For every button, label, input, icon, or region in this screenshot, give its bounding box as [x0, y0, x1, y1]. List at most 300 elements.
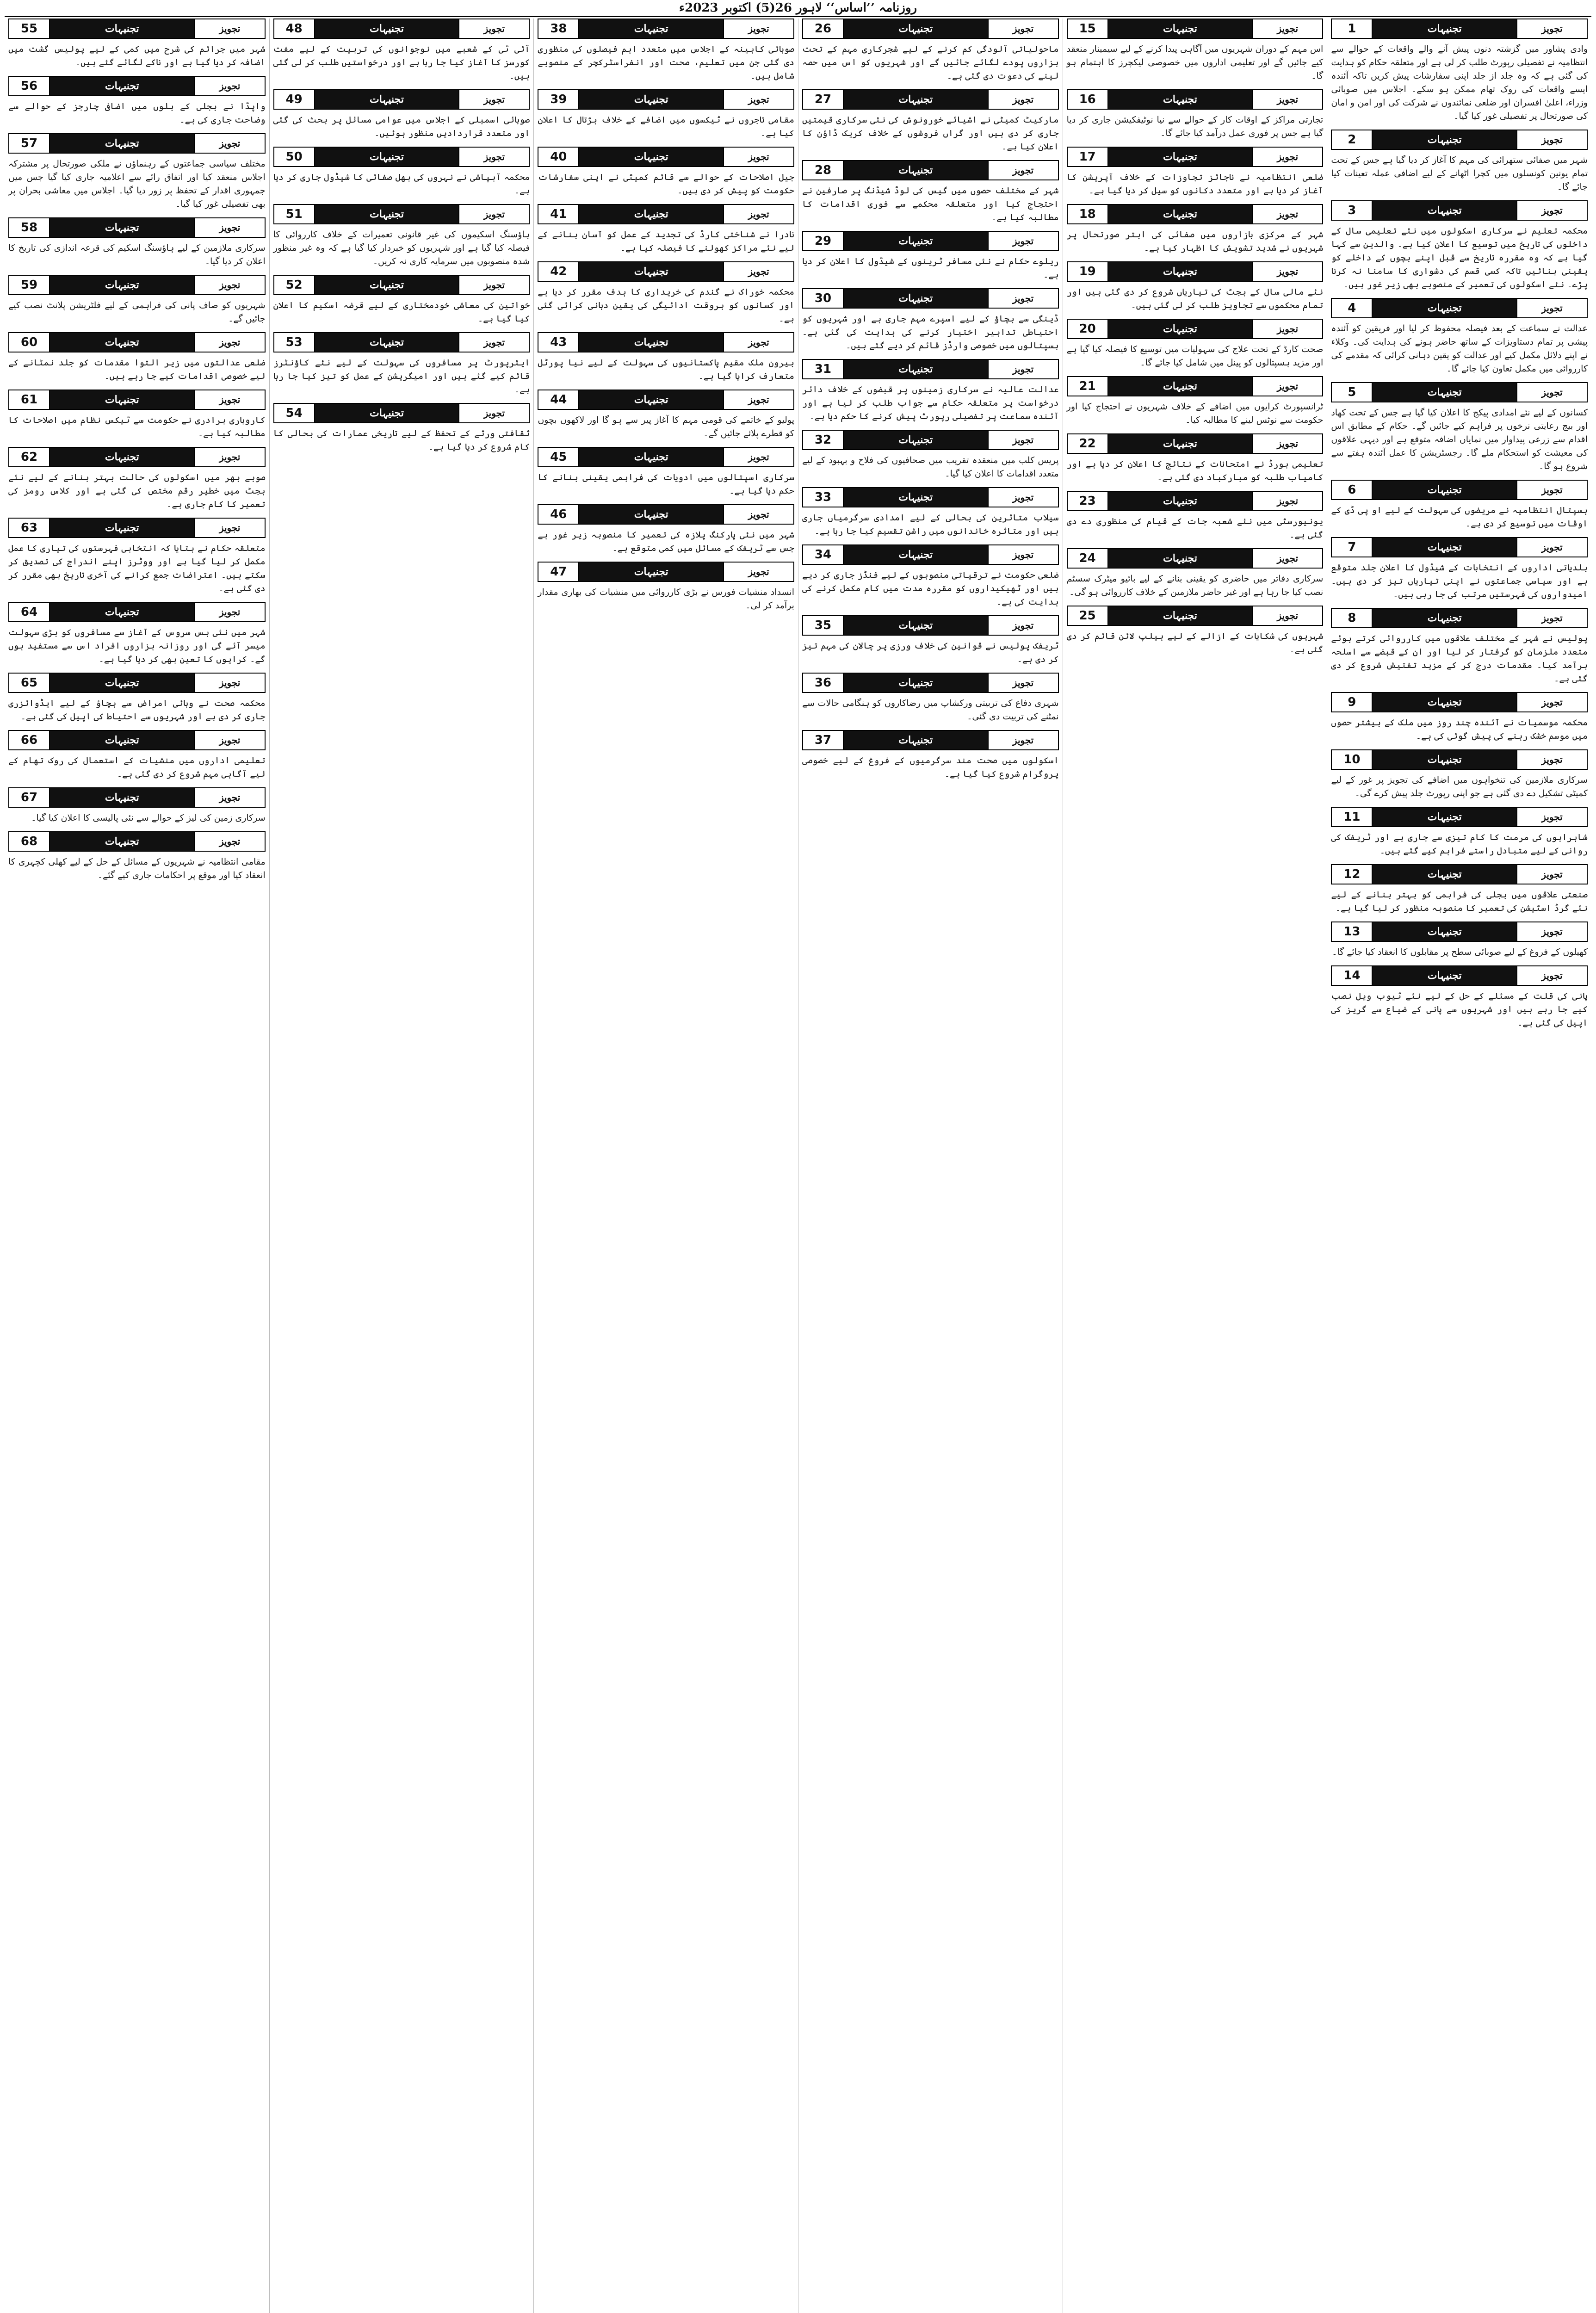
- notice-body: عدالت نے سماعت کے بعد فیصلہ محفوظ کر لیا اور فریقین کو آئندہ پیشی پر تمام دستاویزات کے ساتھ حاضر ہونے کی ہدایت کی۔ وکلاء نے اپنے دلائل مکمل کیے اور عدالت کو یقین دہانی کرائی کہ مقدمے کی کارروائی میں مکمل تعاون کیا جائے گا۔: [1331, 323, 1588, 374]
- notice-label: تجنیہات: [844, 19, 988, 38]
- notice-body: تجارتی مراکز کے اوقات کار کے حوالے سے نیا نوٹیفکیشن جاری کر دیا گیا ہے جس پر فوری عمل درآمد کیا جائے گا۔: [1066, 115, 1324, 138]
- notice-body: کاروباری برادری نے حکومت سے ٹیکس نظام میں اصلاحات کا مطالبہ کیا ہے۔: [8, 415, 266, 439]
- notice-tag: تجویز: [458, 205, 529, 223]
- notice-number: 47: [538, 563, 579, 581]
- notice-label: تجنیہات: [1108, 320, 1252, 338]
- notice-label: تجنیہات: [50, 333, 194, 352]
- notice-tag: تجویز: [988, 232, 1058, 250]
- notice-tag: تجویز: [723, 90, 793, 109]
- notice-body: شہریوں کی شکایات کے ازالے کے لیے ہیلپ لائن قائم کر دی گئی ہے۔: [1066, 631, 1324, 655]
- notice-body: شہری دفاع کی تربیتی ورکشاپ میں رضاکاروں کو ہنگامی حالات سے نمٹنے کی تربیت دی گئی۔: [802, 698, 1059, 722]
- notice-body: شہر میں صفائی ستھرائی کی مہم کا آغاز کر دیا گیا ہے جس کے تحت تمام یونین کونسلوں میں کچرا اٹھانے کے لیے اضافی عملہ تعینات کیا جائے گا۔: [1331, 155, 1588, 192]
- notice-number: 9: [1332, 693, 1373, 711]
- notice-header: [8, 787, 266, 808]
- notice-number: 49: [274, 90, 315, 109]
- notice-number: 29: [803, 232, 844, 250]
- notice-number: 61: [9, 390, 50, 409]
- notice: [802, 359, 1059, 423]
- notice: [1067, 261, 1324, 312]
- notice-tag: تجویز: [1252, 262, 1322, 281]
- notice: [538, 147, 794, 198]
- notice-number: 30: [803, 289, 844, 308]
- notice-number: 45: [538, 448, 579, 466]
- notice-header: [1331, 749, 1588, 770]
- notice-number: 52: [274, 276, 315, 294]
- notice-number: 66: [9, 731, 50, 749]
- notice-tag: تجویز: [988, 545, 1058, 564]
- notice-body: شہر میں جرائم کی شرح میں کمی کے لیے پولیس گشت میں اضافہ کر دیا گیا ہے اور ناکے لگائے گئے ہیں۔: [8, 44, 266, 68]
- notice: [1067, 548, 1324, 599]
- notice-number: 31: [803, 360, 844, 378]
- notice-header: [802, 487, 1059, 507]
- notice: [8, 19, 266, 69]
- notice-label: تجنیہات: [50, 519, 194, 537]
- notice: [8, 518, 266, 595]
- notice-body: شاہراہوں کی مرمت کا کام تیزی سے جاری ہے اور ٹریفک کی روانی کے لیے متبادل راستے فراہم کیے گئے ہیں۔: [1331, 832, 1588, 856]
- notice-header: [1331, 921, 1588, 942]
- notice-body: تعلیمی اداروں میں منشیات کے استعمال کی روک تھام کے لیے آگاہی مہم شروع کر دی گئی ہے۔: [8, 755, 266, 779]
- notice: [538, 204, 794, 255]
- notice-header: [8, 19, 266, 39]
- notice-body: خواتین کی معاشی خودمختاری کے لیے قرضہ اسکیم کا اعلان کیا گیا ہے۔: [273, 300, 530, 324]
- notice-tag: تجویز: [988, 488, 1058, 507]
- notice-label: تجنیہات: [1108, 262, 1252, 281]
- notice: [1331, 298, 1588, 376]
- notice-header: [802, 673, 1059, 693]
- notice-label: تجنیہات: [844, 731, 988, 749]
- notice-tag: تجویز: [194, 731, 265, 749]
- notice-body: صوبائی کابینہ کے اجلاس میں متعدد اہم فیصلوں کی منظوری دی گئی جن میں تعلیم، صحت اور انفراسٹرکچر کے منصوبے شامل ہیں۔: [538, 44, 794, 81]
- notice-body: تعلیمی بورڈ نے امتحانات کے نتائج کا اعلان کر دیا ہے اور کامیاب طلبہ کو مبارکباد دی گئی ہے۔: [1066, 459, 1324, 482]
- notice-body: سرکاری اسپتالوں میں ادویات کی فراہمی یقینی بنانے کا حکم دیا گیا ہے۔: [538, 472, 794, 496]
- notice-body: پولیس نے شہر کے مختلف علاقوں میں کارروائی کرتے ہوئے متعدد ملزمان کو گرفتار کر لیا اور ان کے قبضے سے اسلحہ برآمد کیا۔ مقدمات درج کر کے مزید تفتیش شروع کر دی گئی ہے۔: [1331, 633, 1588, 684]
- notice-body: پولیو کے خاتمے کی قومی مہم کا آغاز پیر سے ہو گا اور لاکھوں بچوں کو قطرے پلائے جائیں گے۔: [538, 415, 794, 439]
- notice: [1067, 606, 1324, 656]
- notice-number: 55: [9, 19, 50, 38]
- notice: [8, 76, 266, 127]
- notice-tag: تجویز: [723, 563, 793, 581]
- notice-label: تجنیہات: [50, 19, 194, 38]
- notice-body: محکمہ صحت نے وبائی امراض سے بچاؤ کے لیے ایڈوائزری جاری کر دی ہے اور شہریوں سے احتیاط کی اپیل کی گئی ہے۔: [8, 698, 266, 722]
- notice-body: ضلعی حکومت نے ترقیاتی منصوبوں کے لیے فنڈز جاری کر دیے ہیں اور ٹھیکیداروں کو مقررہ مدت میں کام مکمل کرنے کی ہدایت کی ہے۔: [802, 570, 1059, 607]
- notice: [538, 562, 794, 612]
- notice-body: صنعتی علاقوں میں بجلی کی فراہمی کو بہتر بنانے کے لیے نئے گرڈ اسٹیشن کی تعمیر کا منصوبہ منظور کر لیا گیا ہے۔: [1331, 890, 1588, 913]
- notice-label: تجنیہات: [315, 333, 459, 352]
- notice-tag: تجویز: [1252, 90, 1322, 109]
- notice-tag: تجویز: [988, 19, 1058, 38]
- notice-header: [538, 204, 794, 224]
- notice-header: [8, 831, 266, 852]
- notice-header: [8, 217, 266, 238]
- notice-body: ماحولیاتی آلودگی کم کرنے کے لیے شجرکاری مہم کے تحت ہزاروں پودے لگائے جائیں گے اور شہریوں کو اس میں حصہ لینے کی دعوت دی گئی ہے۔: [802, 44, 1059, 81]
- notice-tag: تجویز: [723, 19, 793, 38]
- notice-label: تجنیہات: [579, 148, 723, 166]
- notice-number: 12: [1332, 865, 1373, 884]
- notice: [538, 89, 794, 140]
- notice-number: 39: [538, 90, 579, 109]
- notice: [1067, 204, 1324, 255]
- notice: [273, 403, 530, 454]
- notice-number: 36: [803, 674, 844, 692]
- notice-header: [1331, 807, 1588, 827]
- notice-tag: تجویز: [723, 390, 793, 409]
- notice-label: تجنیہات: [1108, 549, 1252, 568]
- notice-header: [1331, 382, 1588, 402]
- notice: [8, 217, 266, 268]
- notice-body: نادرا نے شناختی کارڈ کی تجدید کے عمل کو آسان بنانے کے لیے نئے مراکز کھولنے کا فیصلہ کیا ہے۔: [538, 229, 794, 253]
- notice: [1331, 692, 1588, 743]
- notice-header: [802, 359, 1059, 379]
- notice-body: پانی کی قلت کے مسئلے کے حل کے لیے نئے ٹیوب ویل نصب کیے جا رہے ہیں اور شہریوں سے پانی کے ضیاع سے گریز کی اپیل کی گئی ہے۔: [1331, 991, 1588, 1028]
- notice-number: 8: [1332, 609, 1373, 627]
- notice-number: 13: [1332, 922, 1373, 941]
- notice-tag: تجویز: [1516, 130, 1587, 149]
- notice: [538, 390, 794, 440]
- notice-header: [1331, 480, 1588, 500]
- notice-header: [538, 89, 794, 110]
- notice-body: سیلاب متاثرین کی بحالی کے لیے امدادی سرگرمیاں جاری ہیں اور متاثرہ خاندانوں میں راشن تقسیم کیا جا رہا ہے۔: [802, 513, 1059, 536]
- notice-tag: تجویز: [194, 603, 265, 621]
- notice-label: تجنیہات: [1373, 299, 1516, 317]
- notice-number: 14: [1332, 966, 1373, 985]
- notice-header: [273, 332, 530, 353]
- notice-label: تجنیہات: [579, 563, 723, 581]
- notice-label: تجنیہات: [50, 603, 194, 621]
- notice-header: [1067, 319, 1324, 339]
- notice-number: 33: [803, 488, 844, 507]
- notice: [1067, 491, 1324, 542]
- notice: [8, 673, 266, 724]
- notice-number: 26: [803, 19, 844, 38]
- notice: [273, 19, 530, 83]
- notice-header: [802, 544, 1059, 565]
- notice-tag: تجویز: [1516, 201, 1587, 220]
- notice-tag: تجویز: [1516, 750, 1587, 769]
- notice-label: تجنیہات: [1373, 19, 1516, 38]
- notice-label: تجنیہات: [50, 731, 194, 749]
- notice-header: [538, 261, 794, 282]
- notice-label: تجنیہات: [1373, 201, 1516, 220]
- notice-label: تجنیہات: [579, 19, 723, 38]
- notice: [802, 487, 1059, 538]
- notice-tag: تجویز: [1252, 549, 1322, 568]
- notice-label: تجنیہات: [50, 276, 194, 294]
- notice-header: [273, 89, 530, 110]
- notice-body: محکمہ آبپاشی نے نہروں کی بھل صفائی کا شیڈول جاری کر دیا ہے۔: [273, 172, 530, 196]
- notice-header: [1331, 608, 1588, 628]
- notice: [538, 19, 794, 83]
- notice-header: [538, 447, 794, 467]
- notice-header: [8, 133, 266, 154]
- notice-tag: تجویز: [194, 390, 265, 409]
- notice-body: جیل اصلاحات کے حوالے سے قائم کمیٹی نے اپنی سفارشات حکومت کو پیش کر دی ہیں۔: [538, 172, 794, 196]
- notice: [802, 673, 1059, 724]
- notice-body: اس مہم کے دوران شہریوں میں آگاہی پیدا کرنے کے لیے سیمینار منعقد کیے جائیں گے اور تعلیمی اداروں میں خصوصی لیکچرز کا اہتمام ہو گا۔: [1066, 44, 1324, 81]
- notice-label: تجنیہات: [844, 289, 988, 308]
- notice-number: 1: [1332, 19, 1373, 38]
- notice-header: [802, 89, 1059, 110]
- notice-tag: تجویز: [458, 333, 529, 352]
- notice-label: تجنیہات: [50, 390, 194, 409]
- notice-body: وادی پشاور میں گزشتہ دنوں پیش آنے والے واقعات کے حوالے سے انتظامیہ نے تفصیلی رپورٹ طلب کر لی ہے اور متعلقہ حکام کو ہدایت کی گئی ہے کہ وہ جلد از جلد اپنی سفارشات پیش کریں تاکہ آئندہ ایسے واقعات کی روک تھام ممکن ہو سکے۔ اجلاس میں صوبائی وزراء، اعلیٰ افسران اور ضلعی نمائندوں نے شرکت کی اور امن و امان کی صورتحال پر تفصیلی غور کیا گیا۔: [1331, 44, 1588, 121]
- notice-tag: تجویز: [723, 205, 793, 223]
- notice: [273, 332, 530, 396]
- notice-number: 23: [1068, 492, 1108, 510]
- notice-header: [8, 602, 266, 622]
- notice: [1331, 921, 1588, 959]
- notice-number: 16: [1068, 90, 1108, 109]
- notice-label: تجنیہات: [1108, 148, 1252, 166]
- notice-header: [802, 288, 1059, 309]
- notice: [802, 89, 1059, 154]
- notice: [538, 261, 794, 326]
- notice-label: تجنیہات: [1373, 693, 1516, 711]
- notice-label: تجنیہات: [844, 488, 988, 507]
- notice: [1067, 376, 1324, 427]
- notice-header: [802, 231, 1059, 251]
- notice-header: [273, 275, 530, 295]
- notice-number: 20: [1068, 320, 1108, 338]
- notice: [1067, 89, 1324, 140]
- notice-body: سرکاری ملازمین کے لیے ہاؤسنگ اسکیم کی قرعہ اندازی کی تاریخ کا اعلان کر دیا گیا۔: [8, 243, 266, 266]
- notice-number: 48: [274, 19, 315, 38]
- notice-tag: تجویز: [1516, 808, 1587, 826]
- notice-tag: تجویز: [1516, 299, 1587, 317]
- notice-body: مقامی انتظامیہ نے شہریوں کے مسائل کے حل کے لیے کھلی کچہری کا انعقاد کیا اور موقع پر احکامات جاری کیے گئے۔: [8, 857, 266, 880]
- notice-label: تجنیہات: [844, 360, 988, 378]
- notice: [1331, 749, 1588, 800]
- notice-body: ہاؤسنگ اسکیموں کی غیر قانونی تعمیرات کے خلاف کارروائی کا فیصلہ کیا گیا ہے اور شہریوں کو خبردار کیا گیا ہے کہ وہ غیر منظور شدہ منصوبوں میں سرمایہ کاری نہ کریں۔: [273, 229, 530, 266]
- notice-label: تجنیہات: [315, 404, 459, 422]
- masthead-date: روزنامہ ’’اساس‘‘ لاہور 26(5) اکتوبر 2023ء: [679, 1, 917, 15]
- notice: [273, 89, 530, 140]
- notice-label: تجنیہات: [579, 448, 723, 466]
- notice: [8, 730, 266, 781]
- notice-label: تجنیہات: [1373, 130, 1516, 149]
- notice-header: [1331, 298, 1588, 318]
- notice-label: تجنیہات: [844, 232, 988, 250]
- notice-number: 15: [1068, 19, 1108, 38]
- notice: [802, 430, 1059, 481]
- notice-body: ایئرپورٹ پر مسافروں کی سہولت کے لیے نئے کاؤنٹرز قائم کیے گئے ہیں اور امیگریشن کے عمل کو تیز کیا جا رہا ہے۔: [273, 358, 530, 395]
- column-6: [5, 19, 269, 2313]
- notice-number: 17: [1068, 148, 1108, 166]
- notice-number: 4: [1332, 299, 1373, 317]
- notice-body: عدالت عالیہ نے سرکاری زمینوں پر قبضوں کے خلاف دائر درخواست پر متعلقہ حکام سے جواب طلب کر لیا ہے اور آئندہ سماعت پر تفصیلی رپورٹ پیش کرنے کا حکم دیا ہے۔: [802, 384, 1059, 421]
- notice-header: [1331, 19, 1588, 39]
- notice-number: 32: [803, 431, 844, 449]
- notice-header: [1067, 433, 1324, 454]
- notice-tag: تجویز: [988, 289, 1058, 308]
- notice-tag: تجویز: [194, 448, 265, 466]
- notice: [538, 504, 794, 555]
- notice-number: 57: [9, 134, 50, 153]
- notice-label: تجنیہات: [315, 19, 459, 38]
- notice: [538, 447, 794, 498]
- notice-label: تجنیہات: [1108, 434, 1252, 453]
- notice: [1067, 19, 1324, 83]
- notice-label: تجنیہات: [50, 134, 194, 153]
- notice: [1331, 807, 1588, 858]
- notice-label: تجنیہات: [579, 390, 723, 409]
- notice-tag: تجویز: [458, 276, 529, 294]
- page-header: [5, 0, 1591, 17]
- notice: [1331, 382, 1588, 473]
- notice-label: تجنیہات: [50, 674, 194, 692]
- notice-label: تجنیہات: [579, 333, 723, 352]
- notice-number: 10: [1332, 750, 1373, 769]
- notice: [802, 544, 1059, 609]
- notice-label: تجنیہات: [844, 674, 988, 692]
- notice-label: تجنیہات: [844, 90, 988, 109]
- notice: [1331, 608, 1588, 686]
- notice-tag: تجویز: [1516, 693, 1587, 711]
- notice-tag: تجویز: [194, 519, 265, 537]
- notice-tag: تجویز: [988, 90, 1058, 109]
- notice-body: متعلقہ حکام نے بتایا کہ انتخابی فہرستوں کی تیاری کا عمل مکمل کر لیا گیا ہے اور ووٹرز اپنے اندراج کی تصدیق کر سکتے ہیں۔ اعتراضات جمع کرانے کی آخری تاریخ بھی مقرر کر دی گئی ہے۔: [8, 543, 266, 594]
- notice-header: [538, 390, 794, 410]
- notice: [1331, 200, 1588, 291]
- notice-body: اسکولوں میں صحت مند سرگرمیوں کے فروغ کے لیے خصوصی پروگرام شروع کیا گیا ہے۔: [802, 755, 1059, 779]
- notice-body: واپڈا نے بجلی کے بلوں میں اضافی چارجز کے حوالے سے وضاحت جاری کی ہے۔: [8, 101, 266, 125]
- notice-body: آئی ٹی کے شعبے میں نوجوانوں کی تربیت کے لیے مفت کورسز کا آغاز کیا جا رہا ہے اور درخواستیں طلب کر لی گئی ہیں۔: [273, 44, 530, 81]
- notice-tag: تجویز: [723, 262, 793, 281]
- notice-label: تجنیہات: [315, 90, 459, 109]
- notice: [1331, 864, 1588, 915]
- notice-label: تجنیہات: [844, 431, 988, 449]
- notice-body: ریلوے حکام نے نئی مسافر ٹرینوں کے شیڈول کا اعلان کر دیا ہے۔: [802, 256, 1059, 280]
- notice-body: مقامی تاجروں نے ٹیکسوں میں اضافے کے خلاف ہڑتال کا اعلان کیا ہے۔: [538, 115, 794, 138]
- notice-header: [273, 19, 530, 39]
- notice-body: محکمہ خوراک نے گندم کی خریداری کا ہدف مقرر کر دیا ہے اور کسانوں کو بروقت ادائیگی کی یقین دہانی کرائی گئی ہے۔: [538, 287, 794, 324]
- notice-body: مارکیٹ کمیٹی نے اشیائے خورونوش کی نئی سرکاری قیمتیں جاری کر دی ہیں اور گراں فروشوں کے خلاف کریک ڈاؤن کا اعلان کیا ہے۔: [802, 115, 1059, 152]
- notice-header: [273, 147, 530, 167]
- notice-tag: تجویز: [194, 77, 265, 95]
- notice-header: [1067, 147, 1324, 167]
- notice-body: ضلعی عدالتوں میں زیر التوا مقدمات کو جلد نمٹانے کے لیے خصوصی اقدامات کیے جا رہے ہیں۔: [8, 358, 266, 381]
- notice-header: [273, 403, 530, 423]
- notice-tag: تجویز: [1516, 481, 1587, 499]
- notice-tag: تجویز: [723, 448, 793, 466]
- notice: [538, 332, 794, 383]
- notice-header: [8, 447, 266, 467]
- notice-header: [8, 275, 266, 295]
- notice-number: 25: [1068, 606, 1108, 625]
- notice-label: تجنیہات: [1108, 492, 1252, 510]
- notice-tag: تجویز: [1252, 320, 1322, 338]
- notice-label: تجنیہات: [1373, 808, 1516, 826]
- notice-tag: تجویز: [1252, 19, 1322, 38]
- column-3: [798, 19, 1063, 2313]
- notice-body: کسانوں کے لیے نئے امدادی پیکج کا اعلان کیا گیا ہے جس کے تحت کھاد اور بیج رعایتی نرخوں پر فراہم کیے جائیں گے۔ حکام کے مطابق اس اقدام سے زرعی پیداوار میں نمایاں اضافہ متوقع ہے اور دیہی علاقوں کی معیشت کو استحکام ملے گا۔ رجسٹریشن کا عمل آئندہ ہفتے سے شروع ہو گا۔: [1331, 408, 1588, 471]
- notice-label: تجنیہات: [50, 77, 194, 95]
- notice-number: 40: [538, 148, 579, 166]
- notice-number: 59: [9, 276, 50, 294]
- notice-label: تجنیہات: [315, 205, 459, 223]
- notice-body: صوبائی اسمبلی کے اجلاس میں عوامی مسائل پر بحث کی گئی اور متعدد قراردادیں منظور ہوئیں۔: [273, 115, 530, 138]
- notice-tag: تجویز: [723, 505, 793, 524]
- notice-number: 50: [274, 148, 315, 166]
- notice-number: 21: [1068, 377, 1108, 396]
- notice: [1331, 130, 1588, 194]
- notice-number: 65: [9, 674, 50, 692]
- notice: [8, 275, 266, 326]
- notice: [8, 447, 266, 511]
- column-4: [533, 19, 798, 2313]
- notice-tag: تجویز: [1516, 922, 1587, 941]
- notice-header: [1067, 548, 1324, 569]
- notice-label: تجنیہات: [1108, 377, 1252, 396]
- notice-header: [538, 562, 794, 582]
- notice-number: 37: [803, 731, 844, 749]
- notice-label: تجنیہات: [844, 161, 988, 179]
- notice-number: 63: [9, 519, 50, 537]
- notice-number: 64: [9, 603, 50, 621]
- notice-number: 7: [1332, 538, 1373, 557]
- notice-label: تجنیہات: [1108, 90, 1252, 109]
- notice: [273, 275, 530, 326]
- notice-label: تجنیہات: [579, 90, 723, 109]
- notice-tag: تجویز: [988, 161, 1058, 179]
- notice: [8, 602, 266, 666]
- notice-body: ہسپتال انتظامیہ نے مریضوں کی سہولت کے لیے او پی ڈی کے اوقات میں توسیع کر دی ہے۔: [1331, 505, 1588, 529]
- notice-label: تجنیہات: [315, 148, 459, 166]
- notice-number: 42: [538, 262, 579, 281]
- notice-label: تجنیہات: [844, 545, 988, 564]
- notice-label: تجنیہات: [50, 218, 194, 237]
- notice-header: [1067, 606, 1324, 626]
- notice: [1331, 965, 1588, 1030]
- notice-tag: تجویز: [988, 731, 1058, 749]
- notice-body: محکمہ موسمیات نے آئندہ چند روز میں ملک کے بیشتر حصوں میں موسم خشک رہنے کی پیش گوئی کی ہے۔: [1331, 717, 1588, 741]
- notice-body: شہر میں نئی پارکنگ پلازہ کی تعمیر کا منصوبہ زیر غور ہے جس سے ٹریفک کے مسائل میں کمی متوقع ہے۔: [538, 530, 794, 553]
- notice-number: 6: [1332, 481, 1373, 499]
- notice: [802, 288, 1059, 353]
- notice-number: 3: [1332, 201, 1373, 220]
- notice-number: 27: [803, 90, 844, 109]
- notice: [802, 231, 1059, 282]
- notice-tag: تجویز: [1252, 492, 1322, 510]
- notice: [1331, 537, 1588, 601]
- notice-header: [1331, 692, 1588, 712]
- notice-number: 19: [1068, 262, 1108, 281]
- notice-body: مختلف سیاسی جماعتوں کے رہنماؤں نے ملکی صورتحال پر مشترکہ اجلاس منعقد کیا اور اتفاق رائے سے اعلامیہ جاری کیا گیا جس میں جمہوری اقدار کے تحفظ پر زور دیا گیا۔ اجلاس میں معاشی بحران پر بھی تفصیلی غور کیا گیا۔: [8, 159, 266, 209]
- notice-body: سرکاری زمین کی لیز کے حوالے سے نئی پالیسی کا اعلان کیا گیا۔: [31, 813, 266, 823]
- notice-number: 28: [803, 161, 844, 179]
- notice-body: بلدیاتی اداروں کے انتخابات کے شیڈول کا اعلان جلد متوقع ہے اور سیاسی جماعتوں نے اپنی تیاریاں تیز کر دی ہیں۔ امیدواروں کی فہرستیں مرتب کی جا رہی ہیں۔: [1331, 563, 1588, 600]
- notice-body: سرکاری ملازمین کی تنخواہوں میں اضافے کی تجویز پر غور کے لیے کمیٹی تشکیل دے دی گئی ہے جو اپنی رپورٹ جلد پیش کرے گی۔: [1331, 775, 1588, 798]
- notice-number: 68: [9, 832, 50, 851]
- notice-header: [538, 504, 794, 525]
- notice-header: [1067, 19, 1324, 39]
- notice-header: [802, 19, 1059, 39]
- notice-number: 24: [1068, 549, 1108, 568]
- notice-header: [8, 518, 266, 538]
- notice-number: 43: [538, 333, 579, 352]
- notice-body: انسداد منشیات فورس نے بڑی کارروائی میں منشیات کی بھاری مقدار برآمد کر لی۔: [538, 587, 794, 611]
- notice-number: 11: [1332, 808, 1373, 826]
- notice-label: تجنیہات: [1373, 538, 1516, 557]
- notice-body: شہریوں کو صاف پانی کی فراہمی کے لیے فلٹریشن پلانٹ نصب کیے جائیں گے۔: [8, 300, 266, 324]
- notice-header: [1067, 204, 1324, 224]
- notice-label: تجنیہات: [50, 788, 194, 807]
- notice-number: 51: [274, 205, 315, 223]
- notice-header: [1331, 200, 1588, 221]
- notice-tag: تجویز: [1516, 538, 1587, 557]
- notice-header: [538, 147, 794, 167]
- notice-tag: تجویز: [194, 218, 265, 237]
- notice-header: [1331, 537, 1588, 557]
